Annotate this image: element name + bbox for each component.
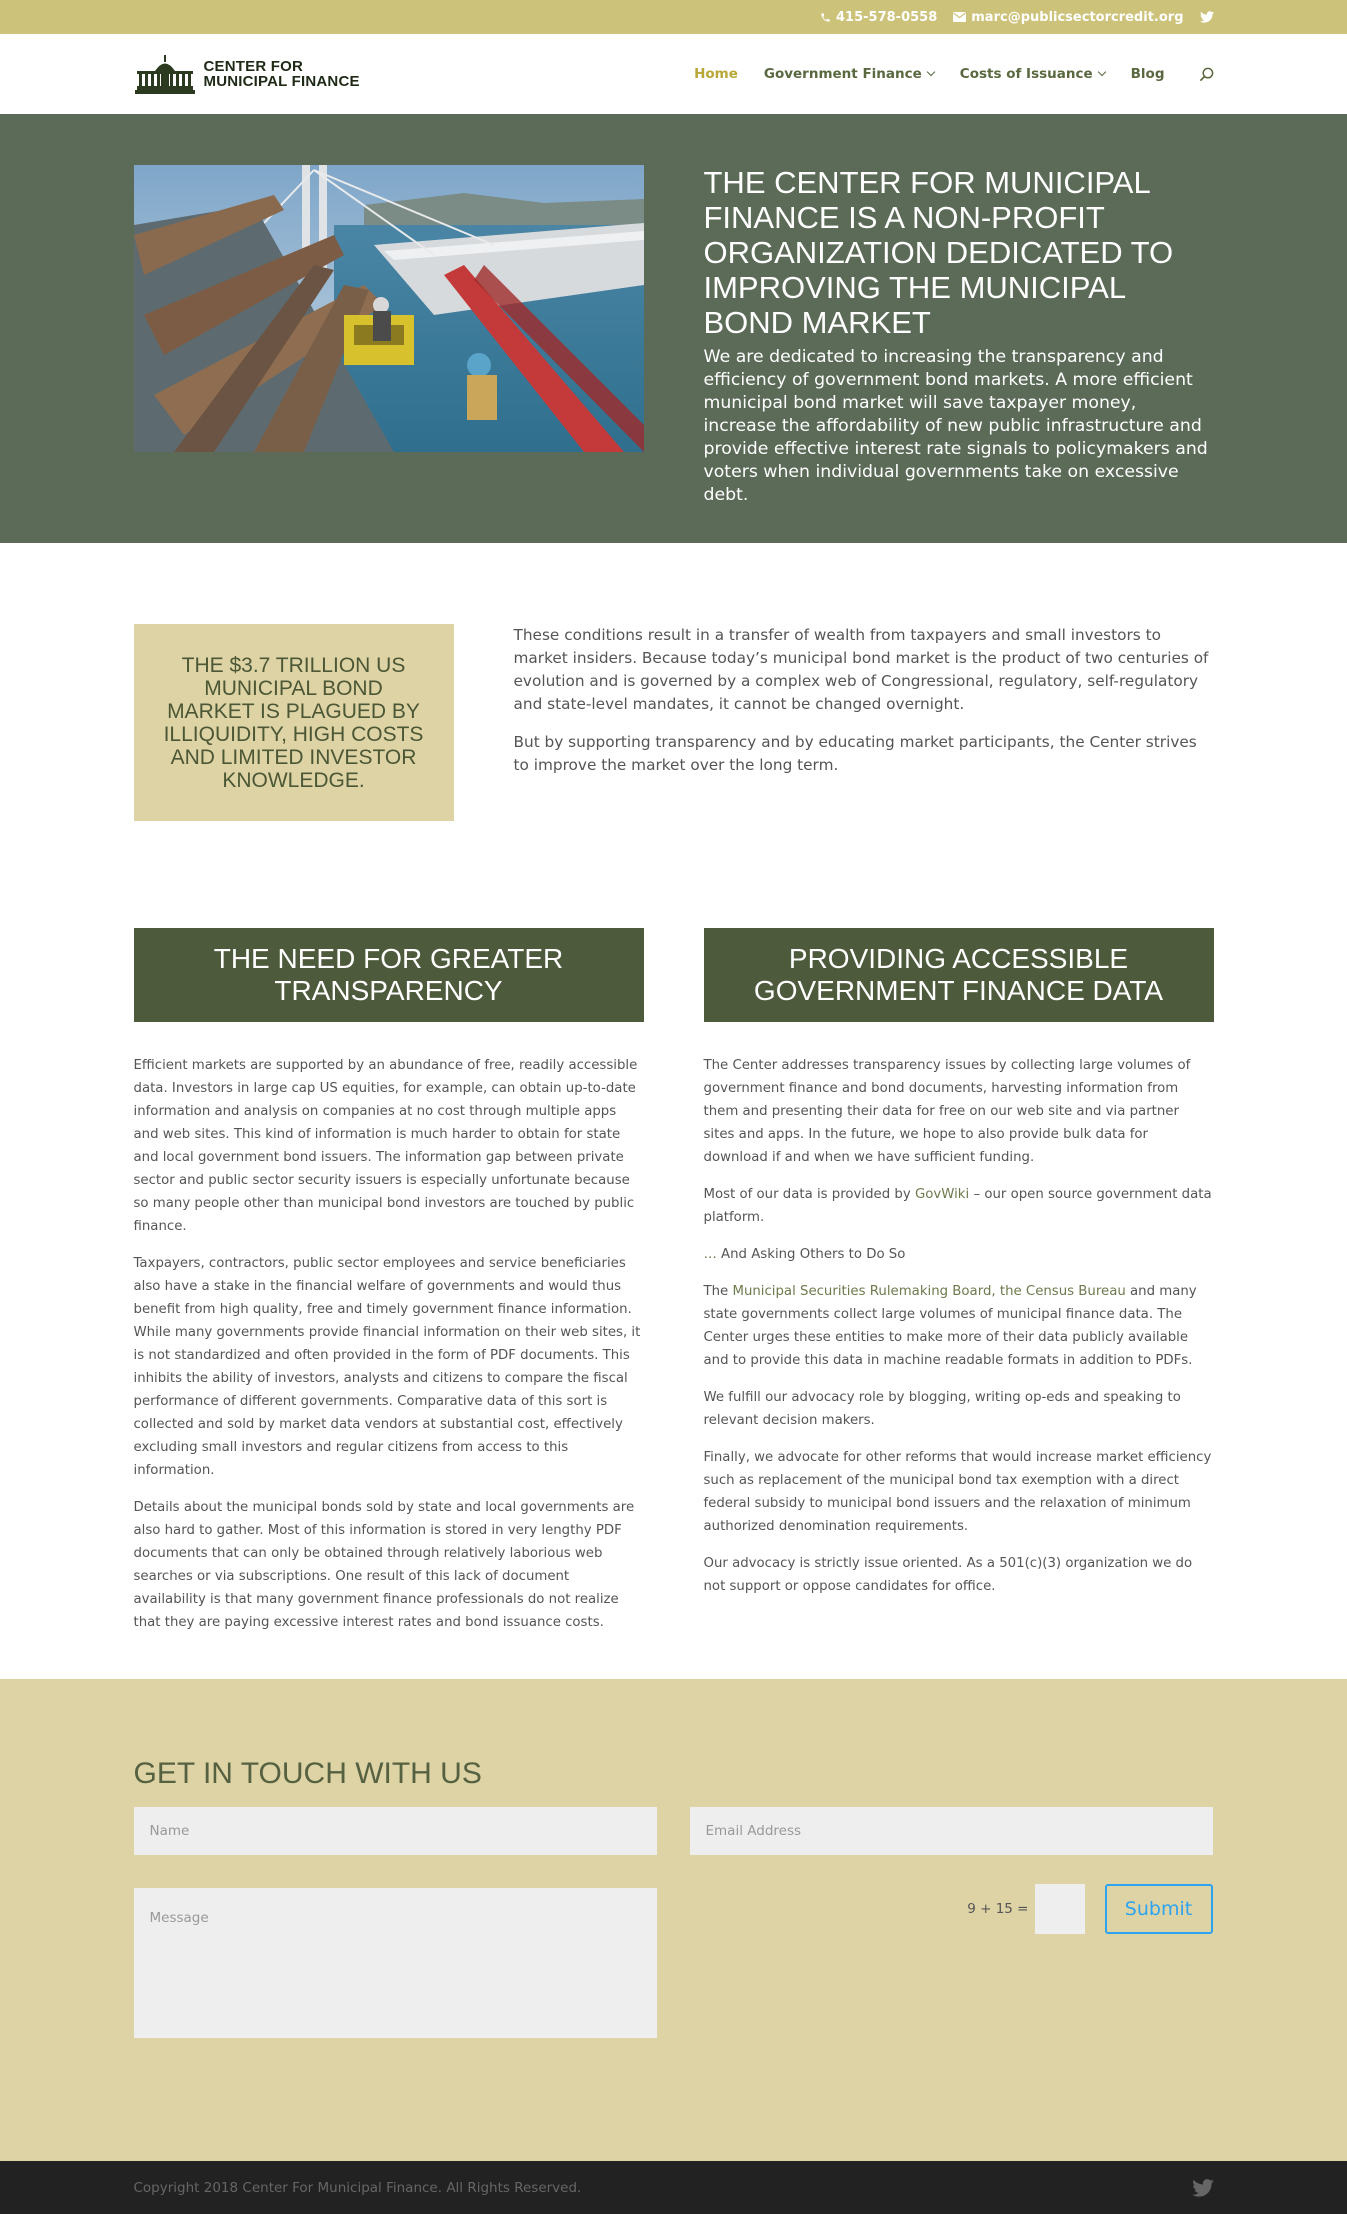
bridge-photo-illustration	[134, 165, 644, 452]
hero-text	[704, 165, 1214, 507]
phone-link[interactable]	[820, 10, 937, 25]
contact-left-column	[134, 1807, 657, 2038]
footer	[0, 2161, 1347, 2214]
twitter-icon[interactable]	[1192, 2179, 1214, 2197]
hero-section	[0, 114, 1347, 543]
columns-section	[0, 928, 1347, 1648]
statement-paragraph-1: These conditions result in a transfer of wealth from taxpayers and small investors to market insiders. Because today’s municipal bond market is the product of two centuries of evolution and is governed by a complex web of Congressional, regulatory, self-regulatory and state-level mandates, it cannot be changed overnight.	[513, 626, 1209, 713]
main-navigation	[694, 66, 1213, 82]
name-input[interactable]: Name	[134, 1807, 657, 1855]
contact-title: GET IN TOUCH WITH US	[133, 1757, 482, 1790]
data-paragraph-2-post: – our open source government data platform.	[703, 1187, 1212, 1225]
data-paragraph-4-separator: ,	[991, 1284, 1000, 1299]
contact-right-column	[690, 1807, 1213, 2038]
bridge-construction-photo	[134, 165, 644, 452]
nav-home-label: Home	[694, 66, 738, 82]
nav-costs-of-issuance-label: Costs of Issuance	[959, 66, 1093, 82]
nav-government-finance-label: Government Finance	[763, 66, 922, 82]
hero-title: THE CENTER FOR MUNICIPAL FINANCE IS A NON-PROFIT ORGANIZATION DEDICATED TO IMPROVING THE MUNICIPAL BOND MARKET	[703, 165, 1174, 340]
transparency-column	[134, 928, 644, 1648]
data-body	[704, 1022, 1214, 1598]
search-icon[interactable]	[1199, 67, 1214, 82]
transparency-body	[134, 1022, 644, 1634]
ellipsis-link[interactable]: …	[703, 1247, 717, 1262]
main-header	[0, 34, 1347, 114]
copyright-text: Copyright 2018 Center For Municipal Finance. All Rights Reserved.	[133, 2179, 582, 2196]
top-bar	[0, 0, 1347, 34]
logo-line-2: MUNICIPAL FINANCE	[203, 73, 360, 90]
msrb-link[interactable]: Municipal Securities Rulemaking Board	[732, 1284, 992, 1299]
data-paragraph-2-pre: Most of our data is provided by	[703, 1187, 915, 1202]
logo-text	[204, 59, 360, 89]
data-paragraph-6: Finally, we advocate for other reforms that would increase market efficiency such as replacement of the municipal bond tax exemption with a direct federal subsidy to municipal bond issuers and the relaxation of minimum authorized denomination requirements.	[703, 1450, 1212, 1534]
nav-costs-of-issuance[interactable]	[960, 66, 1105, 82]
captcha-row	[690, 1884, 1213, 1934]
chevron-down-icon	[1097, 68, 1105, 76]
data-column	[704, 928, 1214, 1648]
nav-government-finance[interactable]	[764, 66, 934, 82]
transparency-paragraph-1: Efficient markets are supported by an abundance of free, readily accessible data. Investors in large cap US equities, for example, can obtain up-to-date information and analysis on companies at no cost through multiple apps and web sites. This kind of information is much harder to obtain for state and local government bond issuers. The information gap between private sector and public sector security issuers is especially unfortunate because so many people other than municipal bond investors are touched by public finance.	[133, 1058, 638, 1234]
callout-text: THE $3.7 TRILLION US MUNICIPAL BOND MARKET IS PLAGUED BY ILLIQUIDITY, HIGH COSTS AND LIMITED INVESTOR KNOWLEDGE.	[163, 653, 424, 792]
hero-body: We are dedicated to increasing the transparency and efficiency of government bond markets. A more efficient municipal bond market will save taxpayer money, increase the affordability of new public infrastructure and provide effective interest rate signals to policymakers and voters when individual governments take on excessive debt.	[703, 347, 1208, 505]
data-paragraph-3	[704, 1243, 1214, 1266]
captcha-question: 9 + 15 =	[967, 1901, 1029, 1917]
statement-paragraph-2: But by supporting transparency and by educating market participants, the Center strives to improve the market over the long term.	[513, 733, 1197, 774]
captcha-input[interactable]	[1035, 1884, 1085, 1934]
data-paragraph-4-pre: The	[703, 1284, 733, 1299]
envelope-icon	[953, 12, 966, 22]
chevron-down-icon	[927, 68, 935, 76]
data-paragraph-7: Our advocacy is strictly issue oriented. As a 501(c)(3) organization we do not support or oppose candidates for office.	[703, 1556, 1193, 1594]
phone-number: 415-578-0558	[836, 9, 938, 25]
statement-text	[514, 624, 1214, 928]
contact-form	[134, 1807, 1214, 2038]
nav-blog-label: Blog	[1130, 66, 1165, 82]
govwiki-link[interactable]: GovWiki	[914, 1187, 970, 1202]
transparency-paragraph-3: Details about the municipal bonds sold by state and local governments are also hard to gather. Most of this information is stored in very lengthy PDF documents that can only be obtained through relatively laborious web searches or via subscriptions. One result of this lack of document availability is that many government finance professionals do not realize that they are paying excessive interest rates and bond issuance costs.	[133, 1500, 635, 1630]
transparency-heading: THE NEED FOR GREATER TRANSPARENCY	[134, 928, 644, 1022]
nav-home[interactable]	[694, 66, 738, 82]
submit-button[interactable]: Submit	[1105, 1884, 1213, 1934]
data-paragraph-4	[704, 1280, 1214, 1372]
data-heading: PROVIDING ACCESSIBLE GOVERNMENT FINANCE DATA	[704, 928, 1214, 1022]
message-textarea[interactable]: Message	[134, 1888, 657, 2038]
census-bureau-link[interactable]: the Census Bureau	[999, 1284, 1126, 1299]
statement-section	[0, 543, 1347, 928]
email-link[interactable]	[953, 10, 1183, 25]
data-paragraph-5: We fulfill our advocacy role by blogging, writing op-eds and speaking to relevant decision makers.	[703, 1390, 1181, 1428]
contact-section	[0, 1679, 1347, 2161]
data-paragraph-1: The Center addresses transparency issues by collecting large volumes of government finance and bond documents, harvesting information from them and presenting their data for free on our web site and via partner sites and apps. In the future, we hope to also provide bulk data for download if and when we have sufficient funding.	[703, 1058, 1191, 1165]
twitter-icon	[1200, 11, 1214, 23]
data-paragraph-4-post: and many state governments collect large volumes of municipal finance data. The Center urges these entities to make more of their data publicly available and to provide this data in machine readable formats in addition to PDFs.	[703, 1284, 1197, 1368]
transparency-paragraph-2: Taxpayers, contractors, public sector employees and service beneficiaries also have a stake in the financial welfare of governments and would thus benefit from high quality, free and timely government finance information. While many governments provide financial information on their web sites, it is not standardized and often provided in the form of PDF documents. This inhibits the ability of investors, analysts and citizens to compare the fiscal performance of different governments. Comparative data of this sort is collected and sold by market data vendors at substantial cost, effectively excluding small investors and regular citizens from access to this information.	[133, 1256, 641, 1478]
twitter-link[interactable]	[1200, 11, 1214, 23]
phone-icon	[820, 12, 831, 23]
email-input[interactable]: Email Address	[690, 1807, 1213, 1855]
capitol-building-icon	[134, 53, 196, 95]
email-address: marc@publicsectorcredit.org	[971, 9, 1184, 25]
callout-box	[134, 624, 454, 821]
site-logo[interactable]	[134, 53, 360, 95]
logo-line-1: CENTER FOR	[203, 58, 303, 75]
nav-blog[interactable]	[1131, 66, 1165, 82]
data-paragraph-3-post: And Asking Others to Do So	[716, 1247, 906, 1262]
data-paragraph-2	[704, 1183, 1214, 1229]
